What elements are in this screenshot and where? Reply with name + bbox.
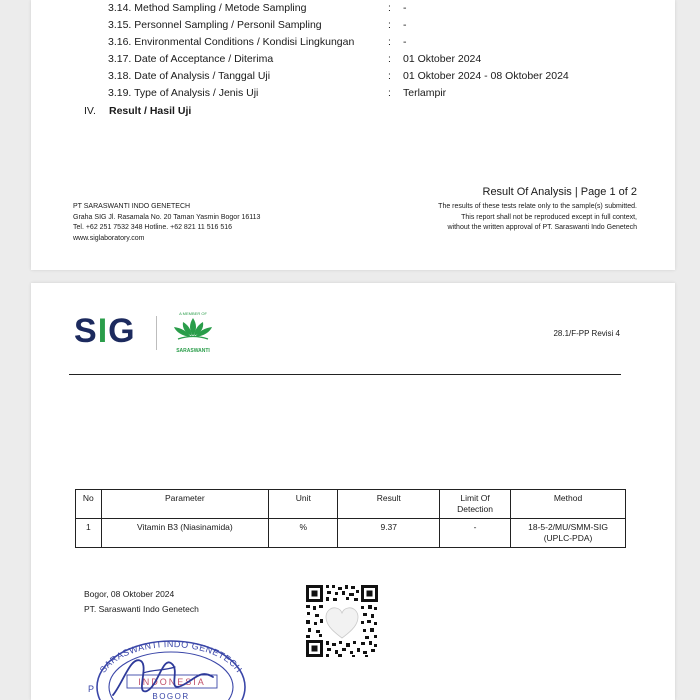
footer-website: www.siglaboratory.com — [73, 234, 145, 242]
meta-colon: : — [388, 53, 391, 65]
header-parameter: Parameter — [101, 490, 268, 519]
header-limit-of-detection: Limit Of Detection — [440, 490, 511, 519]
meta-label: 3.18. Date of Analysis / Tanggal Uji — [108, 70, 271, 82]
saraswanti-brand-text: SARASWANTI — [176, 348, 210, 354]
result-table — [75, 489, 626, 548]
signature-place-date: Bogor, 08 Oktober 2024 — [84, 589, 175, 599]
lotus-leaf-icon — [170, 316, 216, 342]
meta-row-environmental-conditions — [108, 34, 628, 51]
header-method: Method — [511, 490, 626, 519]
meta-colon: : — [388, 87, 391, 99]
cell-result: 9.37 — [338, 519, 440, 548]
meta-row-date-acceptance — [108, 51, 628, 68]
section-number: IV. — [84, 105, 96, 117]
saraswanti-logo — [168, 311, 218, 354]
footer-address: Graha SIG Jl. Rasamala No. 20 Taman Yasmin Bogor 16113 — [73, 213, 261, 221]
disclaimer-line: without the written approval of PT. Saraswanti Indo Genetech — [447, 224, 637, 231]
logo-letter-g: G — [108, 312, 136, 350]
meta-value: Terlampir — [403, 87, 447, 99]
disclaimer-line: The results of these tests relate only to the sample(s) submitted. — [438, 203, 637, 210]
footer-company-info — [73, 202, 260, 244]
meta-row-method-sampling — [108, 0, 628, 17]
meta-label: 3.17. Date of Acceptance / Diterima — [108, 53, 274, 65]
table-row — [76, 519, 626, 548]
meta-label: 3.14. Method Sampling / Metode Sampling — [108, 2, 307, 14]
meta-row-personnel-sampling — [108, 17, 628, 34]
footer-page-title: Result Of Analysis | Page 1 of 2 — [482, 186, 637, 198]
logo-letter-s: S — [74, 312, 98, 350]
meta-colon: : — [388, 70, 391, 82]
meta-row-type-analysis — [108, 85, 628, 102]
disclaimer-line: This report shall not be reproduced except in full context, — [461, 213, 637, 221]
meta-row-date-analysis — [108, 68, 628, 85]
sig-logo — [74, 312, 136, 351]
company-stamp — [83, 625, 253, 700]
footer-disclaimer — [438, 202, 637, 234]
footer-phone: Tel. +62 251 7532 348 Hotline. +62 821 11 516 516 — [73, 224, 233, 231]
meta-value: - — [403, 2, 407, 14]
meta-value: 01 Oktober 2024 — [403, 53, 482, 65]
header-no: No — [76, 490, 102, 519]
table-header-row — [76, 490, 626, 519]
meta-value: 01 Oktober 2024 - 08 Oktober 2024 — [403, 70, 569, 82]
header-unit: Unit — [269, 490, 338, 519]
meta-colon: : — [388, 19, 391, 31]
logo-letter-i: I — [97, 312, 109, 350]
meta-colon: : — [388, 36, 391, 48]
section-title: Result / Hasil Uji — [109, 105, 192, 117]
cell-no: 1 — [76, 519, 102, 548]
stamp-bottom-text: BOGOR — [152, 692, 190, 700]
header-result: Result — [338, 490, 440, 519]
meta-value: - — [403, 36, 407, 48]
meta-label: 3.19. Type of Analysis / Jenis Uji — [108, 87, 259, 99]
cell-unit: % — [269, 519, 338, 548]
meta-value: - — [403, 19, 407, 31]
stamp-side-letter: P — [88, 684, 95, 694]
cell-lod: - — [440, 519, 511, 548]
signature-block — [84, 587, 199, 617]
header-rule — [69, 374, 621, 375]
footer-company-name: PT SARASWANTI INDO GENETECH — [73, 203, 191, 210]
document-reference: 28.1/F-PP Revisi 4 — [553, 329, 620, 338]
cell-parameter: Vitamin B3 (Niasinamida) — [101, 519, 268, 548]
report-page-1 — [31, 0, 675, 270]
svg-text:SARASWANTI INDO GENETECH — [98, 639, 244, 675]
member-of-text: A MEMBER OF — [179, 311, 207, 316]
section-heading-result — [84, 103, 191, 120]
meta-label: 3.15. Personnel Sampling / Personil Sampling — [108, 19, 322, 31]
stamp-top-text: SARASWANTI INDO GENETECH — [97, 638, 245, 675]
signature-company: PT. Saraswanti Indo Genetech — [84, 604, 199, 614]
report-page-2 — [31, 283, 675, 700]
stamp-middle-text: INDONESIA — [138, 677, 206, 687]
qr-code — [305, 584, 379, 658]
cell-method: 18-5-2/MU/SMM-SIG (UPLC-PDA) — [511, 519, 626, 548]
meta-colon: : — [388, 2, 391, 14]
meta-label: 3.16. Environmental Conditions / Kondisi Lingkungan — [108, 36, 355, 48]
logo-divider — [156, 316, 157, 350]
